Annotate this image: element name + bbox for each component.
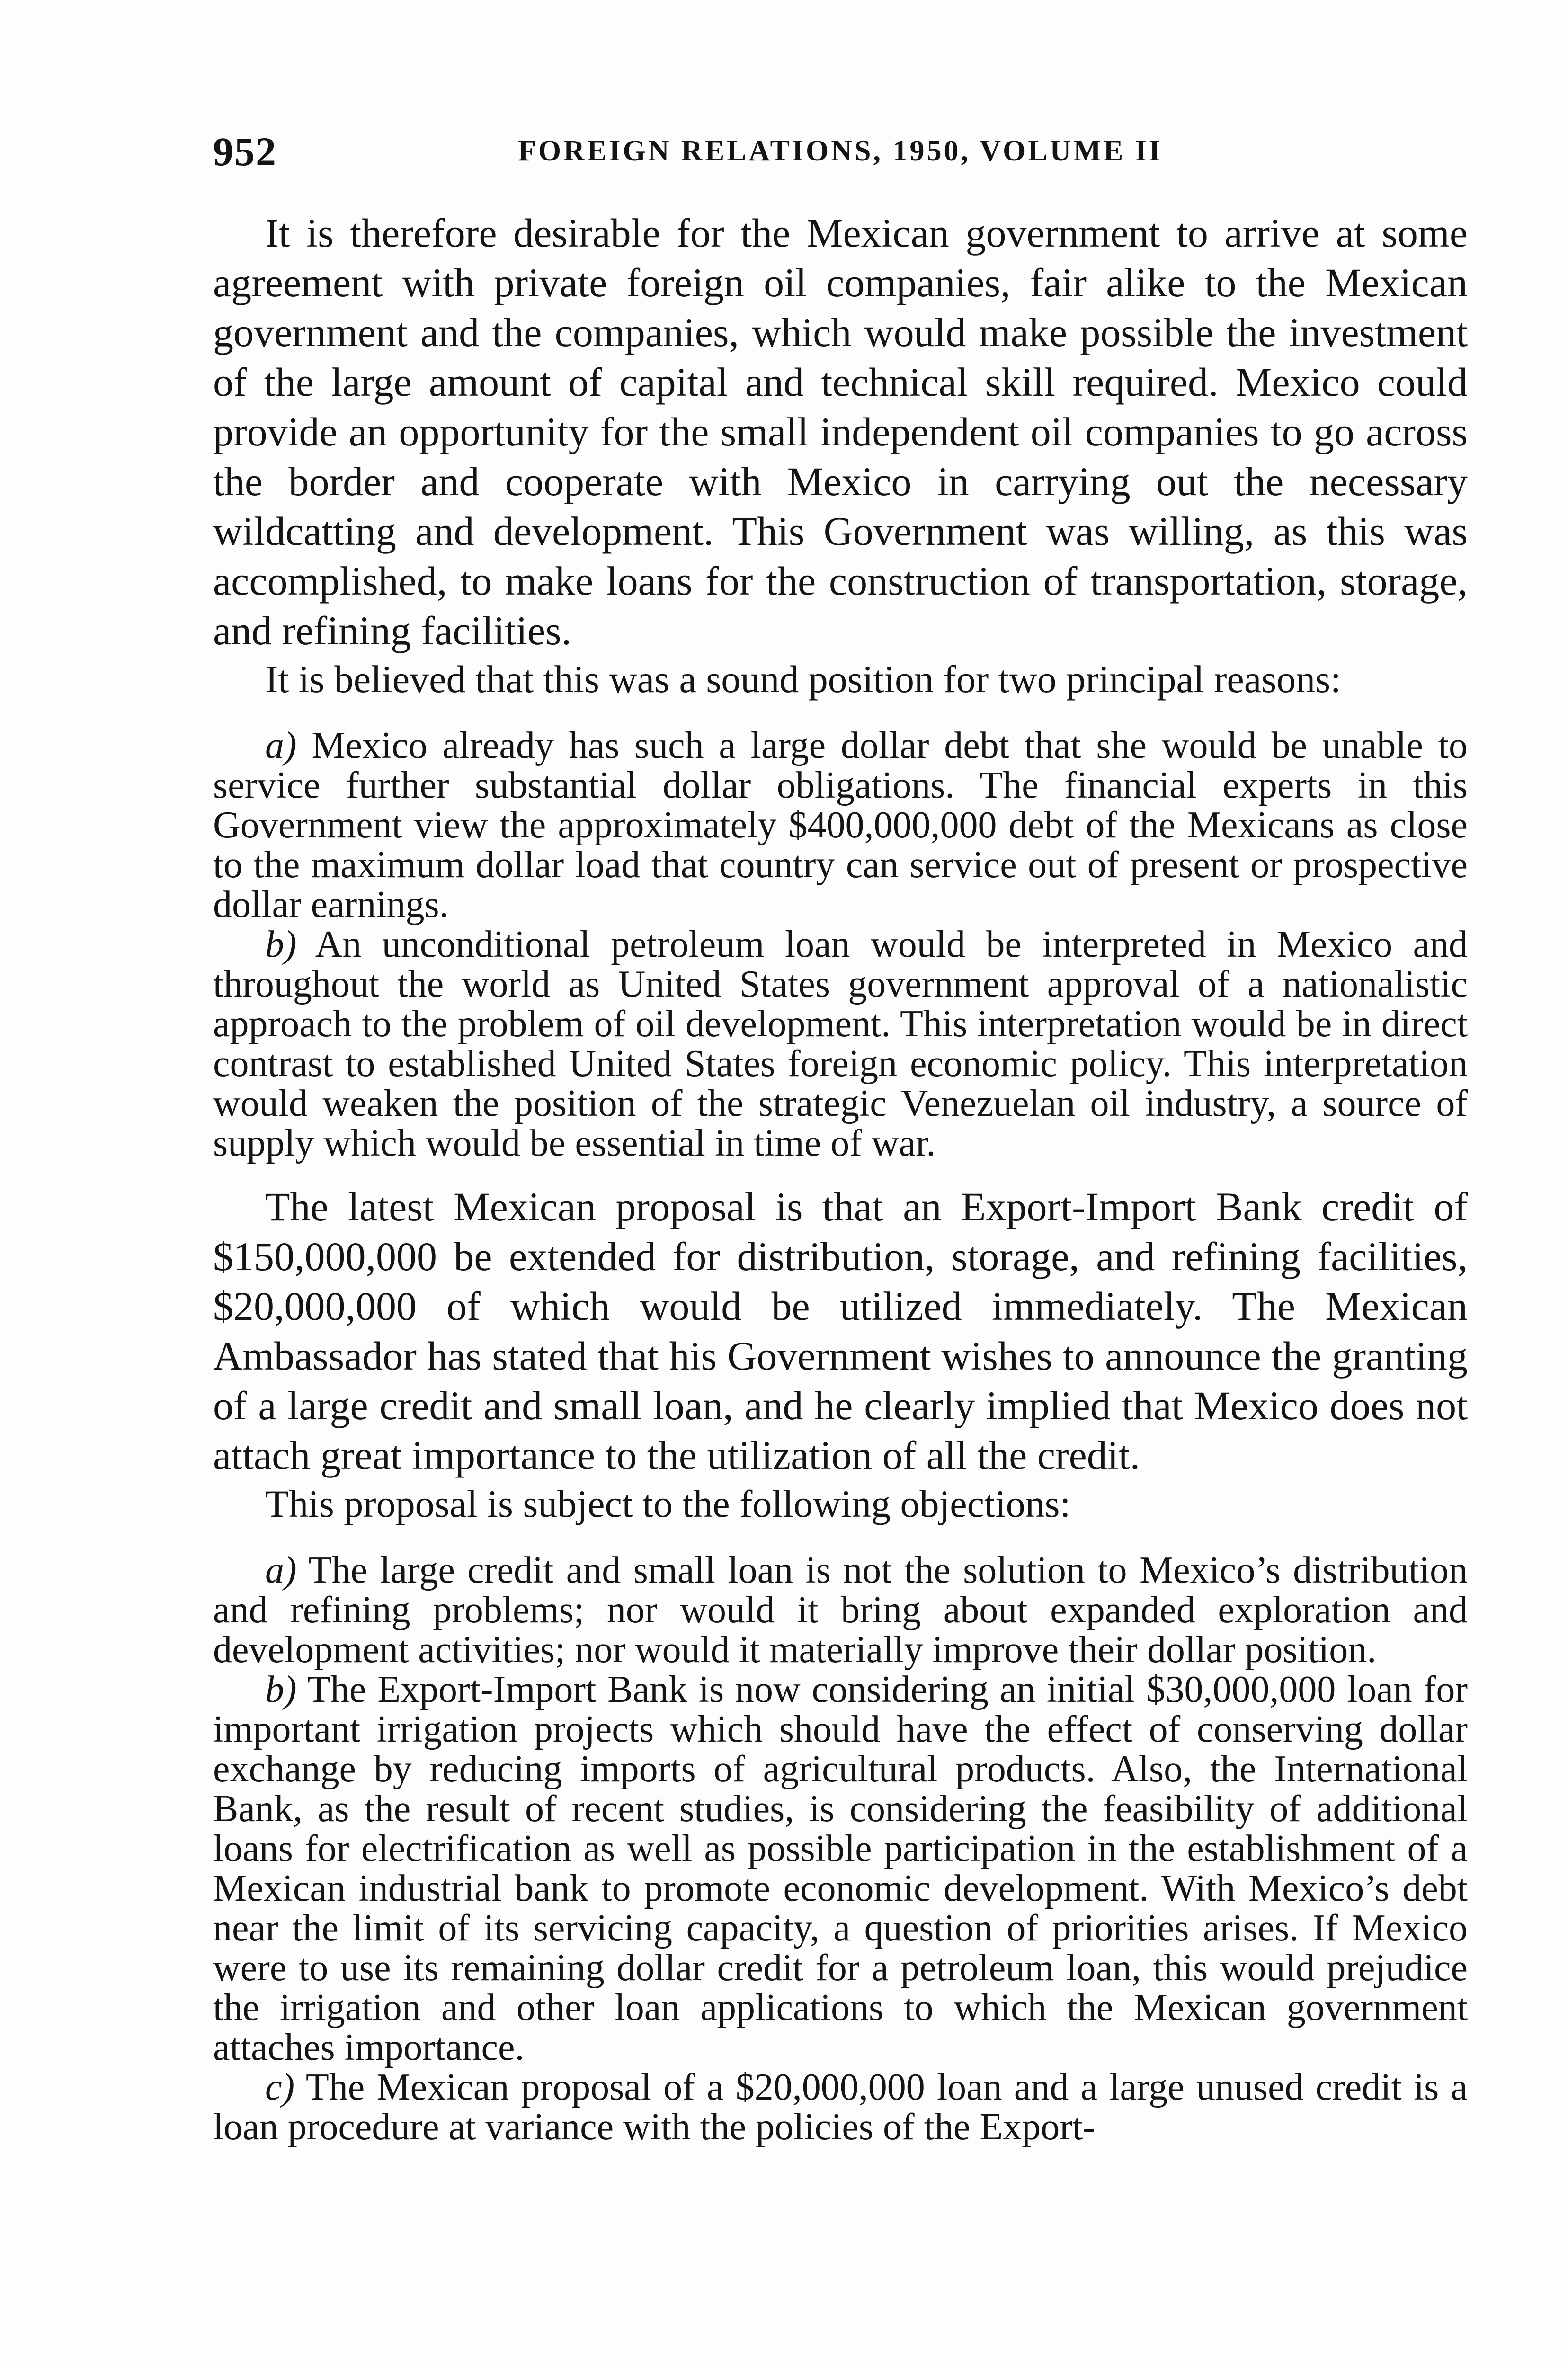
objection-item-c xyxy=(213,2067,1468,2147)
reason-item-b xyxy=(213,925,1468,1163)
objection-item-b xyxy=(213,1670,1468,2067)
paragraph-desirable-agreement: It is therefore desirable for the Mexican government to arrive at some agreement with private foreign oil companies, fair alike to the Mexican government and the companies, which would make possible the investment of the large amount of capital and technical skill required. Mexico could provide an opportunity for the small independent oil companies to go across the border and cooperate with Mexico in carrying out the necessary wildcatting and development. This Government was willing, as this was accomplished, to make loans for the construction of transportation, storage, and refining facilities. xyxy=(213,210,1468,653)
page-number: 952 xyxy=(213,129,277,174)
reason-marker-a: a) xyxy=(265,725,297,766)
reason-text-a: Mexico already has such a large dollar debt that she would be unable to service further substantial dollar obligations. The financial experts in this Government view the approximately $400,000,000 debt of the Mexicans as close to the maximum dollar load that country can service out of present or prospective dollar earnings. xyxy=(213,725,1468,925)
objection-text-a: The large credit and small loan is not the solution to Mexico’s distribution and refining problems; nor would it bring about expanded exploration and development activities; nor would it materially improve their dollar position. xyxy=(213,1549,1468,1671)
page-header xyxy=(213,128,1468,180)
objection-marker-c: c) xyxy=(265,2066,295,2108)
paragraph-two-reasons: It is believed that this was a sound position for two principal reasons: xyxy=(265,658,1341,701)
reason-marker-b: b) xyxy=(265,924,297,965)
objection-item-a xyxy=(213,1550,1468,1670)
paragraph-objections-intro: This proposal is subject to the following objections: xyxy=(265,1482,1071,1525)
objection-marker-a: a) xyxy=(265,1549,297,1591)
objection-text-b: The Export-Import Bank is now considering an initial $30,000,000 loan for important irrigation projects which should have the effect of conserving dollar exchange by reducing imports of agricultural products. Also, the International Bank, as the result of recent studies, is considering the feasibility of additional loans for electrification as well as possible participation in the establishment of a Mexican industrial bank to promote economic development. With Mexico’s debt near the limit of its servicing capacity, a question of priorities arises. If Mexico were to use its remaining dollar credit for a petroleum loan, this would prejudice the irrigation and other loan applications to which the Mexican government attaches importance. xyxy=(213,1669,1468,2068)
running-title: FOREIGN RELATIONS, 1950, VOLUME II xyxy=(518,135,1163,167)
objection-text-c: The Mexican proposal of a $20,000,000 loan and a large unused credit is a loan procedure at variance with the policies of the Export- xyxy=(213,2066,1468,2148)
objection-marker-b: b) xyxy=(265,1669,297,1710)
paragraph-latest-proposal: The latest Mexican proposal is that an Export-Import Bank credit of $150,000,000 be extended for distribution, storage, and refining facilities, $20,000,000 of which would be utilized immediately. The Mexican Ambassador has stated that his Government wishes to announce the granting of a large credit and small loan, and he clearly implied that Mexico does not attach great importance to the utilization of all the credit. xyxy=(213,1184,1468,1478)
reason-text-b: An unconditional petroleum loan would be interpreted in Mexico and throughout the world as United States government approval of a nationalistic approach to the problem of oil development. This interpretation would be in direct contrast to established United States foreign economic policy. This interpretation would weaken the position of the strategic Venezuelan oil industry, a source of supply which would be essential in time of war. xyxy=(213,924,1468,1164)
reason-item-a xyxy=(213,726,1468,925)
document-body xyxy=(213,208,1468,2147)
